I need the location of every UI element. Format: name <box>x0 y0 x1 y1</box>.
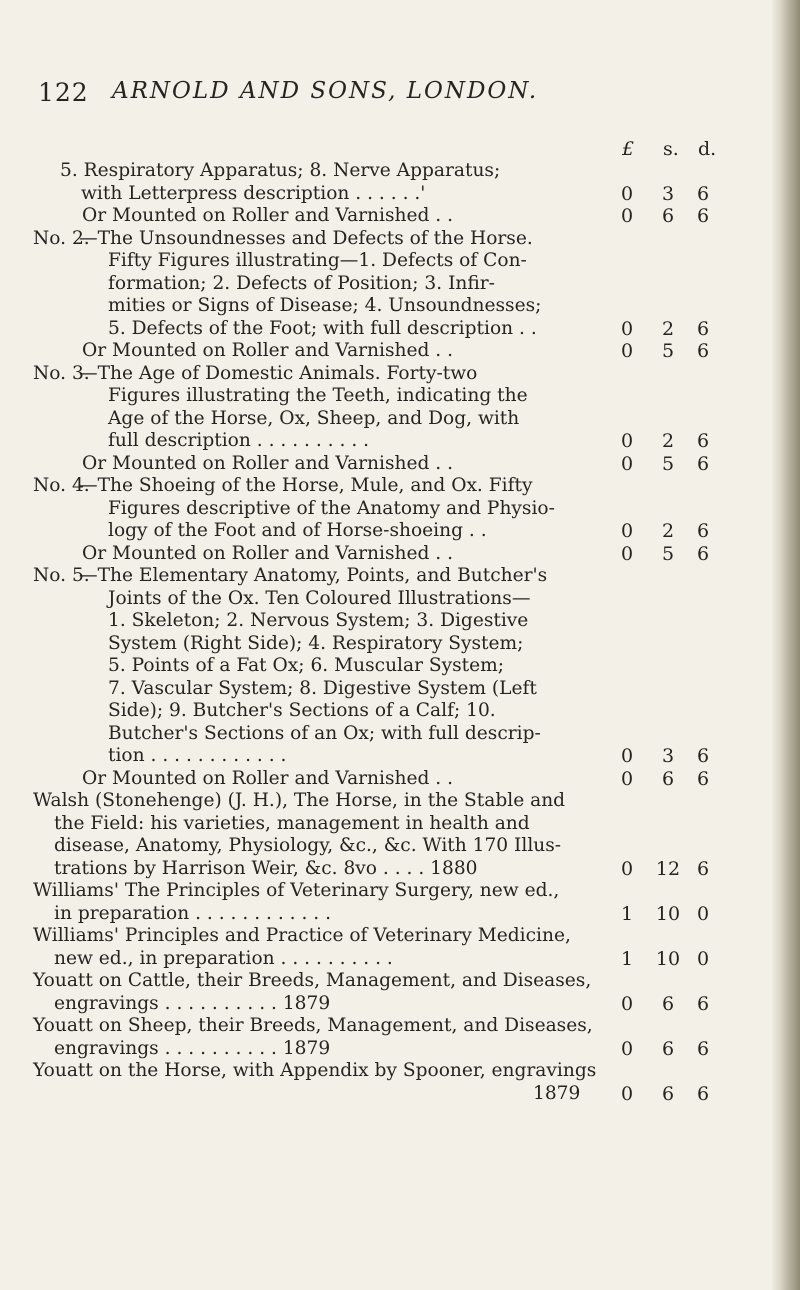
catalogue-entry <box>0 970 800 1015</box>
column-head-shillings: s. <box>663 138 679 160</box>
price-pence: 6 <box>696 520 710 542</box>
catalogue-entry <box>0 363 800 453</box>
entry-text <box>0 970 592 1015</box>
price-pence: 0 <box>696 902 710 925</box>
entry-text <box>0 453 560 476</box>
entry-number: No. 5. <box>33 565 90 586</box>
entry-text <box>0 475 560 543</box>
entry-number: No. 4. <box>33 475 90 496</box>
page-header <box>0 78 800 118</box>
entry-line <box>33 475 560 498</box>
price-pence: 6 <box>696 452 710 475</box>
entry-text <box>0 790 566 880</box>
entry-price <box>613 745 723 768</box>
entry-line: 7. Vascular System; 8. Digestive System (Left <box>108 677 537 699</box>
running-head: ARNOLD AND SONS, LONDON. <box>112 78 539 104</box>
entry-price <box>613 453 723 476</box>
price-shillings: 5 <box>661 542 675 565</box>
price-shillings: 6 <box>661 767 675 790</box>
catalogue-entry <box>0 453 800 476</box>
catalogue-entry <box>0 228 800 341</box>
price-pounds: 0 <box>620 542 634 565</box>
entry-line: engravings . . . . . . . . . . 1879 <box>54 992 331 1014</box>
price-pounds: 0 <box>620 317 634 340</box>
entry-line: logy of the Foot and of Horse-shoeing . . <box>108 520 487 541</box>
entry-line: Williams' Principles and Practice of Veterinary Medicine, <box>33 925 571 946</box>
entry-line: 1879 <box>533 1082 581 1104</box>
entry-line <box>33 228 560 251</box>
entry-line: full description . . . . . . . . . . <box>108 430 370 451</box>
entry-text <box>0 363 560 453</box>
price-shillings: 6 <box>661 1037 675 1060</box>
entry-price <box>613 340 723 363</box>
price-shillings: 2 <box>661 430 675 452</box>
entry-line: Figures illustrating the Teeth, indicating the <box>108 385 528 406</box>
price-pounds: 0 <box>620 857 634 880</box>
catalogue-entry <box>0 768 800 791</box>
entry-text <box>0 340 560 363</box>
price-pounds: 0 <box>620 182 634 205</box>
price-shillings: 3 <box>661 745 675 767</box>
entry-line-text: —The Age of Domestic Animals. Forty-two <box>79 362 478 384</box>
entry-line: Joints of the Ox. Ten Coloured Illustrations— <box>108 587 531 609</box>
price-pounds: 0 <box>620 1037 634 1060</box>
price-pence: 0 <box>696 947 710 970</box>
entry-text <box>0 565 560 768</box>
entry-line: Or Mounted on Roller and Varnished . . <box>82 542 454 564</box>
entry-text <box>0 925 571 970</box>
price-pence: 6 <box>696 317 710 340</box>
catalogue-entry <box>0 340 800 363</box>
price-pounds: 0 <box>620 992 634 1015</box>
entry-text <box>0 1060 597 1105</box>
entry-line: with Letterpress description . . . . . .' <box>81 182 426 204</box>
entry-line: mities or Signs of Disease; 4. Unsoundnesses; <box>108 295 542 316</box>
entry-text <box>0 880 560 925</box>
entry-line: disease, Anatomy, Physiology, &c., &c. With 170 Illus- <box>54 835 562 856</box>
entry-price <box>613 903 723 926</box>
entry-line: Fifty Figures illustrating—1. Defects of Con- <box>108 250 527 271</box>
price-pounds: 0 <box>620 520 634 542</box>
price-pence: 6 <box>696 1037 710 1060</box>
page-number: 122 <box>38 78 89 107</box>
entry-price <box>613 318 723 341</box>
price-shillings: 12 <box>655 857 681 880</box>
entry-line: new ed., in preparation . . . . . . . . . . <box>54 947 393 969</box>
entry-line: the Field: his varieties, management in health and <box>54 812 530 834</box>
price-pence: 6 <box>696 430 710 452</box>
price-pounds: 0 <box>620 452 634 475</box>
entry-line: Youatt on Cattle, their Breeds, Management, and Diseases, <box>33 970 592 991</box>
entry-line: formation; 2. Defects of Position; 3. Infir- <box>108 272 495 294</box>
price-pounds: 0 <box>620 767 634 790</box>
entry-number: No. 2. <box>33 227 90 249</box>
catalogue-entry <box>0 1060 800 1105</box>
entry-line: in preparation . . . . . . . . . . . . <box>54 902 332 924</box>
entry-line: tion . . . . . . . . . . . . <box>108 745 287 766</box>
entry-price <box>613 1038 723 1061</box>
entry-price <box>613 520 723 543</box>
entry-line: Side); 9. Butcher's Sections of a Calf; 10. <box>108 700 496 721</box>
entry-line: Figures descriptive of the Anatomy and Physio- <box>108 497 555 519</box>
entry-text <box>0 543 560 566</box>
entry-price <box>613 948 723 971</box>
entry-line: 5. Points of a Fat Ox; 6. Muscular System; <box>108 655 505 676</box>
catalogue-entry <box>0 565 800 768</box>
catalogue-entry <box>0 925 800 970</box>
entry-price <box>613 858 723 881</box>
entry-text <box>0 768 560 791</box>
price-shillings: 6 <box>661 992 675 1015</box>
catalogue-entry <box>0 880 800 925</box>
entry-line: Walsh (Stonehenge) (J. H.), The Horse, in the Stable and <box>33 790 566 811</box>
entry-line: trations by Harrison Weir, &c. 8vo . . . . 1880 <box>54 857 478 879</box>
entry-line: Or Mounted on Roller and Varnished . . <box>82 767 454 789</box>
entry-text <box>0 205 560 228</box>
entry-line: Williams' The Principles of Veterinary Surgery, new ed., <box>33 880 560 901</box>
price-pounds: 0 <box>620 430 634 452</box>
entry-line: Butcher's Sections of an Ox; with full descrip- <box>108 722 541 744</box>
price-shillings: 5 <box>661 452 675 475</box>
entry-line: Or Mounted on Roller and Varnished . . <box>82 205 454 226</box>
price-pounds: 0 <box>620 205 634 227</box>
price-shillings: 6 <box>661 1082 675 1105</box>
price-pounds: 0 <box>620 1082 634 1105</box>
entry-line: engravings . . . . . . . . . . 1879 <box>54 1037 331 1059</box>
price-shillings: 6 <box>661 205 675 227</box>
entry-line: 1. Skeleton; 2. Nervous System; 3. Digestive <box>108 610 529 631</box>
entry-line: 5. Defects of the Foot; with full description . . <box>108 317 537 339</box>
entry-line-text: —The Elementary Anatomy, Points, and Butcher's <box>79 565 548 586</box>
entry-line-text: —The Unsoundnesses and Defects of the Horse. <box>79 227 533 249</box>
price-pence: 6 <box>696 205 710 227</box>
price-pounds: 1 <box>620 947 634 970</box>
price-pounds: 1 <box>620 902 634 925</box>
price-pence: 6 <box>696 542 710 565</box>
price-pence: 6 <box>696 340 710 362</box>
catalogue-entry <box>0 160 800 205</box>
entry-price <box>613 430 723 453</box>
price-pounds: 0 <box>620 340 634 362</box>
price-pence: 6 <box>696 767 710 790</box>
entry-line: Age of the Horse, Ox, Sheep, and Dog, with <box>108 407 520 429</box>
entry-line: Or Mounted on Roller and Varnished . . <box>82 340 454 361</box>
catalogue-entry <box>0 1015 800 1060</box>
catalogue-list <box>0 160 800 1105</box>
entry-price <box>613 183 723 206</box>
entry-text <box>0 160 560 205</box>
column-head-pence: d. <box>698 138 717 160</box>
column-head-pounds: £ <box>622 138 635 160</box>
entry-line: System (Right Side); 4. Respiratory System; <box>108 632 524 654</box>
entry-price <box>613 1083 723 1106</box>
price-shillings: 5 <box>661 340 675 362</box>
price-shillings: 2 <box>661 520 675 542</box>
price-pence: 6 <box>696 1082 710 1105</box>
price-pence: 6 <box>696 182 710 205</box>
entry-line-text: —The Shoeing of the Horse, Mule, and Ox. Fifty <box>79 475 533 496</box>
price-shillings: 10 <box>655 947 681 970</box>
entry-line <box>33 363 560 386</box>
catalogue-entry <box>0 790 800 880</box>
entry-price <box>613 993 723 1016</box>
entry-line: Or Mounted on Roller and Varnished . . <box>82 452 454 474</box>
entry-text <box>0 228 560 341</box>
entry-price <box>613 543 723 566</box>
entry-line: 5. Respiratory Apparatus; 8. Nerve Apparatus; <box>60 160 501 181</box>
price-shillings: 3 <box>661 182 675 205</box>
catalogue-entry <box>0 475 800 543</box>
entry-number: No. 3. <box>33 362 90 384</box>
price-shillings: 2 <box>661 317 675 340</box>
entry-price <box>613 205 723 228</box>
price-pence: 6 <box>696 992 710 1015</box>
price-shillings: 10 <box>655 902 681 925</box>
entry-line <box>33 565 560 588</box>
catalogue-entry <box>0 543 800 566</box>
entry-line: Youatt on the Horse, with Appendix by Spooner, engravings <box>33 1060 597 1081</box>
price-pounds: 0 <box>620 745 634 767</box>
entry-text <box>0 1015 593 1060</box>
price-pence: 6 <box>696 857 710 880</box>
entry-price <box>613 768 723 791</box>
entry-line: Youatt on Sheep, their Breeds, Management, and Diseases, <box>33 1015 593 1036</box>
price-pence: 6 <box>696 745 710 767</box>
catalogue-entry <box>0 205 800 228</box>
